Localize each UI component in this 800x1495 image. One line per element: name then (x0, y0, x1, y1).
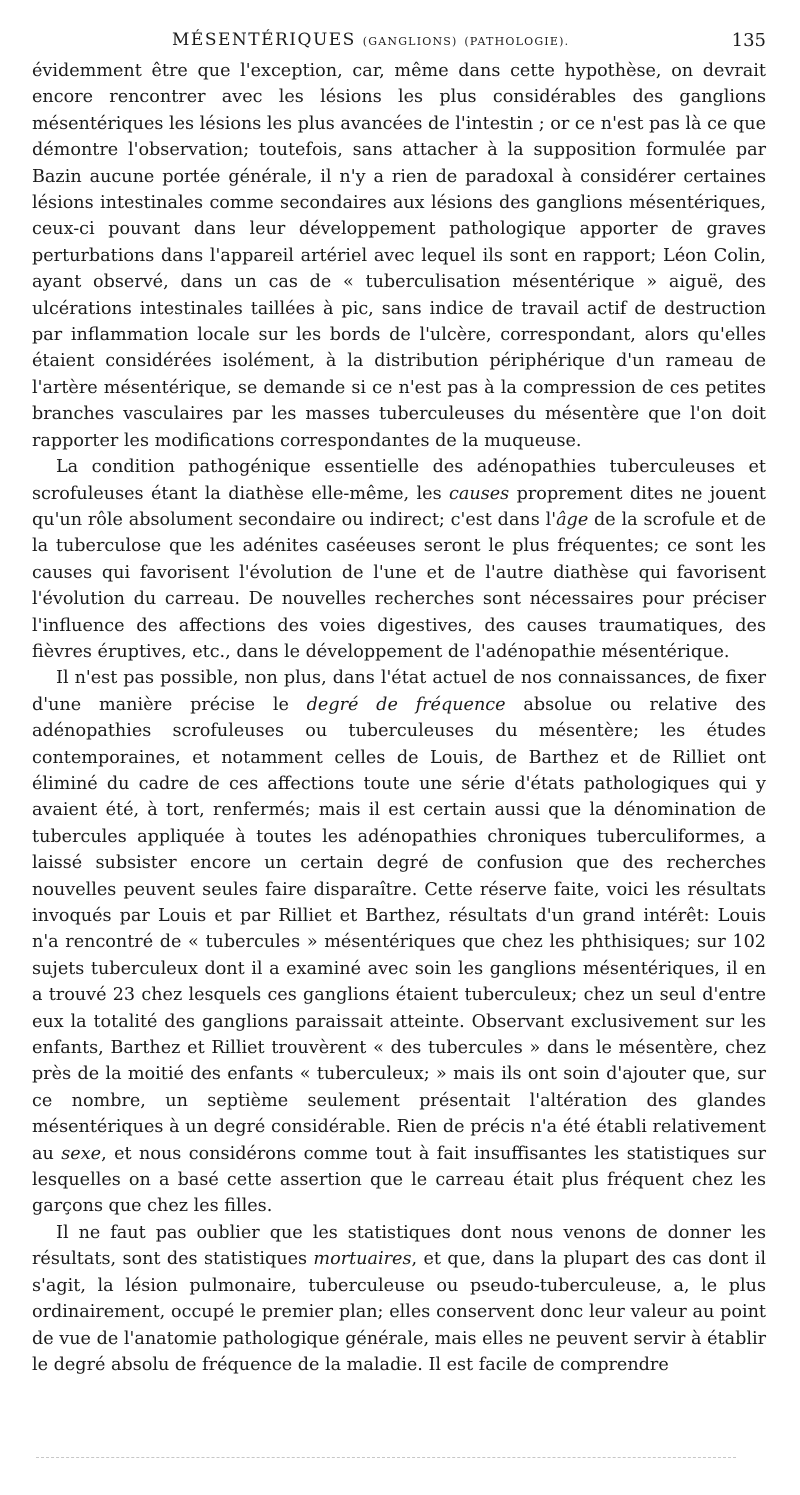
paragraph (32, 1220, 766, 1378)
running-header (32, 30, 766, 58)
italic-text: âge (556, 509, 589, 530)
text-run: La condition pathogénique essentielle des adénopathies tuberculeuses et scrofuleuses étant la diathèse elle-même, les (32, 457, 766, 504)
text-run: Il ne faut pas oublier que les statistiques dont nous venons de donner les résultats, sont des statistiques (32, 1222, 766, 1270)
text-run: proprement dites ne jouent qu'un rôle absolument secondaire ou indirect; c'est dans l' (32, 483, 766, 530)
body-text (32, 58, 766, 1378)
italic-text: degré de fréquence (306, 694, 506, 715)
book-page (32, 30, 766, 1378)
paragraph (32, 58, 766, 454)
italic-text: mortuaires (313, 1249, 412, 1270)
paragraph (32, 454, 766, 665)
text-run: de la scrofule et de la tuberculose que les adénites caséeuses seront le plus fréquentes; ce sont les causes qui favorisent l'évolution de l'une et de l'autre diathèse qui favorisent l'évolution du carreau. De nouvelles recherches sont nécessaires pour préciser l'influence des affections des voies digestives, des causes traumatiques, des fièvres éruptives, etc., dans le développement de l'adénopathie mésentérique. (32, 509, 766, 662)
text-run: évidemment être que l'exception, car, même dans cette hypothèse, on devrait encore rencontrer avec les lésions les plus considérables des ganglions mésentériques les lésions les plus avancées de l'intestin ; or ce n'est pas là ce que démontre l'observation; toutefois, sans attacher à la supposition formulée par Bazin aucune portée générale, il n'y a rien de paradoxal à considérer certaines lésions intestinales comme secondaires aux lésions des ganglions mésentériques, ceux-ci pouvant dans leur développement pathologique apporter de graves perturbations dans l'appareil artériel avec lequel ils sont en rapport; Léon Colin, ayant observé, dans un cas de « tuberculisation mésentérique » aiguë, des ulcérations intestinales taillées à pic, sans indice de travail actif de destruction par inflammation locale sur les bords de l'ulcère, correspondant, alors qu'elles étaient considérées isolément, à la distribution périphérique d'un rameau de l'artère mésentérique, se demande si ce n'est pas à la compression de ces petites branches vasculaires par les masses tuberculeuses du mésentère que l'on doit rapporter les modifications correspondantes de la muqueuse. (32, 61, 766, 451)
text-run: absolue ou relative des adénopathies scrofuleuses ou tuberculeuses du mésentère; les études contemporaines, et notamment celles de Louis, de Barthez et de Rilliet ont éliminé du cadre de ces affections toute une série d'états pathologiques qui y avaient été, à tort, renfermés; mais il est certain aussi que la dénomination de tubercules appliquée à toutes les adénopathies chroniques tuberculiformes, a laissé subsister encore un certain degré de confusion que des recherches nouvelles peuvent seules faire disparaître. Cette réserve faite, voici les résultats invoqués par Louis et par Rilliet et Barthez, résultats d'un grand intérêt: Louis n'a rencontré de « tubercules » mésentériques que chez les phthisiques; sur 102 sujets tuberculeux dont il a examiné avec soin les ganglions mésentériques, il en a trouvé 23 chez lesquels ces ganglions étaient tuberculeux; chez un seul d'entre eux la totalité des ganglions paraissait atteinte. Observant exclusivement sur les enfants, Barthez et Rilliet trouvèrent « des tubercules » dans le mésentère, chez près de la moitié des enfants « tuberculeux; » mais ils ont soin d'ajouter que, sur ce nombre, un septième seulement présentait l'altération des glandes mésentériques à un degré considérable. Rien de précis n'a été établi relativement au (32, 694, 766, 1164)
header-title-sub2: (PATHOLOGIE). (464, 35, 570, 48)
text-run: , et nous considérons comme tout à fait insuffisantes les statistiques sur lesquelles on a basé cette assertion que le carreau était plus fréquent chez les garçons que chez les filles. (32, 1143, 766, 1217)
text-run: , et que, dans la plupart des cas dont il s'agit, la lésion pulmonaire, tuberculeuse ou pseudo-tuberculeuse, a, le plus ordinairement, occupé le premier plan; elles conservent donc leur valeur au point de vue de l'anatomie pathologique générale, mais elles ne peuvent servir à établir le degré absolu de fréquence de la maladie. Il est facile de comprendre (32, 1249, 766, 1375)
header-title-main: MÉSENTÉRIQUES (172, 30, 356, 50)
running-title (172, 30, 569, 50)
text-run: Il n'est pas possible, non plus, dans l'état actuel de nos connaissances, de fixer d'une manière précise le (32, 668, 766, 715)
footer-rule (36, 1457, 736, 1458)
page-number: 135 (731, 30, 766, 51)
italic-text: causes (449, 483, 510, 504)
italic-text: sexe (61, 1143, 102, 1164)
paragraph (32, 665, 766, 1220)
header-title-sub1: (GANGLIONS) (362, 35, 458, 48)
